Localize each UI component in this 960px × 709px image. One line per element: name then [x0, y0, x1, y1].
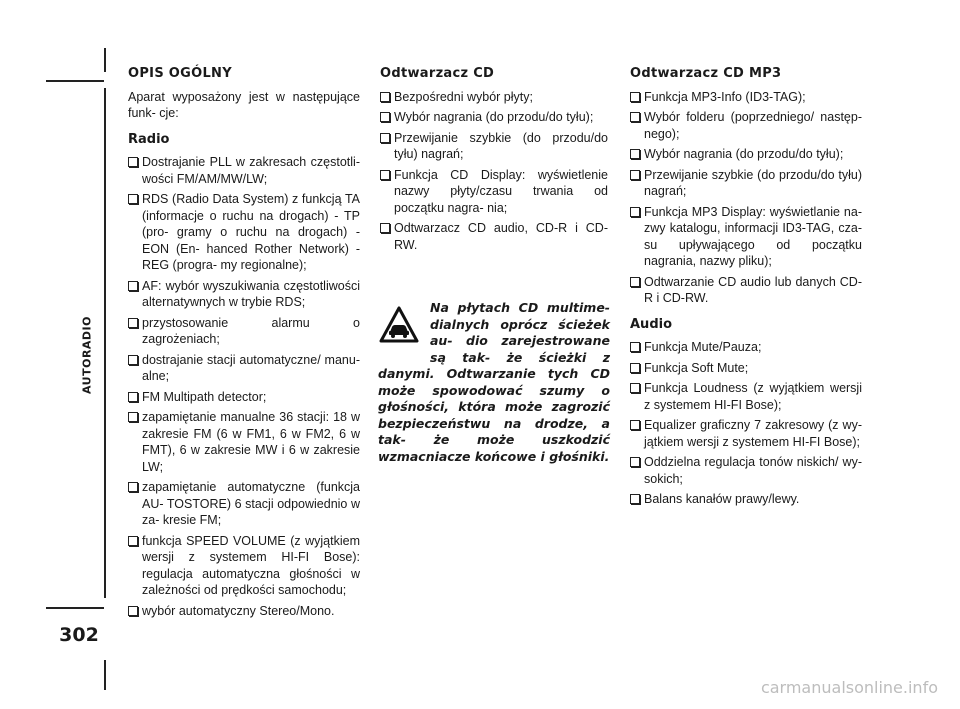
list-item-text: Funkcja CD Display: wyświetlenie nazwy płyty/czasu trwania od początku nagra- nia;: [394, 167, 608, 215]
list-item: [630, 380, 862, 413]
checkbox-bullet-icon: [630, 277, 640, 287]
list-item-text: dostrajanie stacji automatyczne/ manu- alne;: [142, 352, 360, 383]
checkbox-bullet-icon: [630, 342, 640, 352]
checkbox-bullet-icon: [630, 112, 640, 122]
checkbox-bullet-icon: [128, 281, 138, 291]
checkbox-bullet-icon: [630, 170, 640, 180]
list-item-text: Przewijanie szybkie (do przodu/do tyłu) nagrań;: [394, 130, 608, 161]
list-item-text: Dostrajanie PLL w zakresach częstotli- wości FM/AM/MW/LW;: [142, 155, 360, 186]
cd-heading: Odtwarzacz CD: [380, 66, 495, 81]
page-number: 302: [59, 624, 99, 646]
list-item-text: RDS (Radio Data System) z funkcją TA (informacje o ruchu na drogach) - TP (pro- gramy o ruchu na drogach) - EON (En- hanced Rother Network) - REG (progra- my regionalne);: [142, 192, 360, 272]
margin-rule-tick: [46, 80, 104, 82]
list-item-text: Wybór folderu (poprzedniego/ następ- nego);: [644, 110, 862, 141]
margin-rule-bottom: [104, 660, 106, 690]
list-item-text: Odtwarzacz CD audio, CD-R i CD-RW.: [394, 221, 608, 252]
list-item-text: Funkcja Soft Mute;: [644, 360, 749, 375]
checkbox-bullet-icon: [128, 536, 138, 546]
mp3-feature-list: [630, 89, 862, 307]
mp3-heading: Odtwarzacz CD MP3: [630, 66, 782, 81]
list-item: [128, 603, 360, 620]
checkbox-bullet-icon: [380, 112, 390, 122]
intro-text: Aparat wyposażony jest w następujące funk- cje:: [128, 89, 360, 120]
list-item: [128, 479, 360, 529]
checkbox-bullet-icon: [630, 420, 640, 430]
checkbox-bullet-icon: [380, 223, 390, 233]
list-item: [630, 274, 862, 307]
radio-feature-list: [128, 154, 360, 619]
list-item: [630, 339, 862, 356]
list-item-text: Bezpośredni wybór płyty;: [394, 89, 533, 104]
list-item-text: Funkcja Loudness (z wyjątkiem wersji z systemem HI-FI Bose);: [644, 381, 862, 412]
checkbox-bullet-icon: [630, 92, 640, 102]
list-item-text: FM Multipath detector;: [142, 389, 267, 404]
list-item: [128, 409, 360, 475]
list-item: [380, 130, 608, 163]
checkbox-bullet-icon: [380, 92, 390, 102]
list-item-text: Przewijanie szybkie (do przodu/do tyłu) nagrań;: [644, 167, 862, 198]
list-item: [380, 89, 608, 106]
list-item-text: Funkcja Mute/Pauza;: [644, 340, 762, 354]
list-item-text: przystosowanie alarmu o zagrożeniach;: [142, 315, 360, 346]
checkbox-bullet-icon: [630, 149, 640, 159]
checkbox-bullet-icon: [128, 482, 138, 492]
list-item-text: zapamiętanie manualne 36 stacji: 18 w zakresie FM (6 w FM1, 6 w FM2, 6 w FMT), 6 w zakresie MW i 6 w zakresie LW;: [142, 410, 360, 474]
checkbox-bullet-icon: [630, 494, 640, 504]
list-item-text: funkcja SPEED VOLUME (z wyjątkiem wersji z systemem HI-FI Bose): regulacja automatyczna głośności w zależności od prędkości samochodu;: [142, 533, 360, 597]
list-item: [630, 204, 862, 270]
list-item-text: Balans kanałów prawy/lewy.: [644, 492, 800, 506]
checkbox-bullet-icon: [380, 170, 390, 180]
checkbox-bullet-icon: [128, 194, 138, 204]
column-general: [128, 66, 360, 623]
list-item: [128, 533, 360, 599]
list-item-text: Wybór nagrania (do przodu/do tyłu);: [644, 147, 844, 161]
list-item-text: Oddzielna regulacja tonów niskich/ wy- sokich;: [644, 455, 862, 486]
checkbox-bullet-icon: [128, 318, 138, 328]
list-item: [380, 109, 608, 126]
list-item-text: Funkcja MP3-Info (ID3-TAG);: [644, 89, 806, 104]
checkbox-bullet-icon: [380, 133, 390, 143]
checkbox-bullet-icon: [630, 207, 640, 217]
list-item: [128, 191, 360, 274]
list-item: [630, 89, 862, 106]
list-item: [630, 491, 862, 508]
warning-text: Na płytach CD multime- dialnych oprócz ścieżek au- dio zarejestrowane są tak- że ścieżki z danymi. Odtwarzanie tych CD może spowodować szumy o głośności, która może zagrozić bezpieczeństwu na drodze, a tak- że może uszkodzić wzmacniacze końcowe i głośniki.: [378, 300, 610, 464]
checkbox-bullet-icon: [128, 412, 138, 422]
checkbox-bullet-icon: [128, 157, 138, 167]
list-item-text: Equalizer graficzny 7 zakresowy (z wy- jątkiem wersji z systemem HI-FI Bose);: [644, 418, 862, 449]
radio-heading: Radio: [128, 131, 170, 147]
list-item: [128, 154, 360, 187]
checkbox-bullet-icon: [630, 363, 640, 373]
list-item: [630, 417, 862, 450]
list-item: [128, 352, 360, 385]
cd-feature-list: [380, 89, 608, 254]
checkbox-bullet-icon: [630, 383, 640, 393]
margin-rule-middle: [104, 88, 106, 598]
checkbox-bullet-icon: [128, 355, 138, 365]
list-item-text: Funkcja MP3 Display: wyświetlanie na- zwy katalogu, informacji ID3-TAG, cza- su upływającego od początku nagrania, nazwy pliku);: [644, 204, 862, 268]
section-label: AUTORADIO: [80, 315, 94, 395]
checkbox-bullet-icon: [630, 457, 640, 467]
list-item: [630, 454, 862, 487]
margin-rule-top: [104, 48, 106, 72]
list-item-text: zapamiętanie automatyczne (funkcja AU- TOSTORE) 6 stacji odpowiednio w za- kresie FM;: [142, 480, 360, 527]
list-item: [128, 389, 360, 406]
list-item: [380, 167, 608, 217]
list-item-text: Wybór nagrania (do przodu/do tyłu);: [394, 110, 594, 124]
list-item: [630, 146, 862, 163]
column-mp3-audio: [630, 66, 862, 512]
section-title: OPIS OGÓLNY: [128, 66, 232, 81]
checkbox-bullet-icon: [128, 606, 138, 616]
list-item: [630, 167, 862, 200]
warning-triangle-car-icon: [378, 304, 420, 346]
list-item: [128, 315, 360, 348]
list-item-text: wybór automatyczny Stereo/Mono.: [142, 603, 335, 618]
list-item: [380, 220, 608, 253]
list-item: [630, 109, 862, 142]
audio-feature-list: [630, 339, 862, 508]
list-item: [128, 278, 360, 311]
margin-rule-tick: [46, 607, 104, 609]
checkbox-bullet-icon: [128, 392, 138, 402]
column-cd: [380, 66, 608, 257]
audio-heading: Audio: [630, 316, 673, 332]
list-item-text: AF: wybór wyszukiwania częstotliwości alternatywnych w trybie RDS;: [142, 278, 360, 309]
list-item-text: Odtwarzanie CD audio lub danych CD-R i CD-RW.: [644, 274, 862, 305]
watermark: carmanualsonline.info: [760, 678, 938, 697]
list-item: [630, 360, 862, 377]
warning-note: [378, 300, 610, 465]
